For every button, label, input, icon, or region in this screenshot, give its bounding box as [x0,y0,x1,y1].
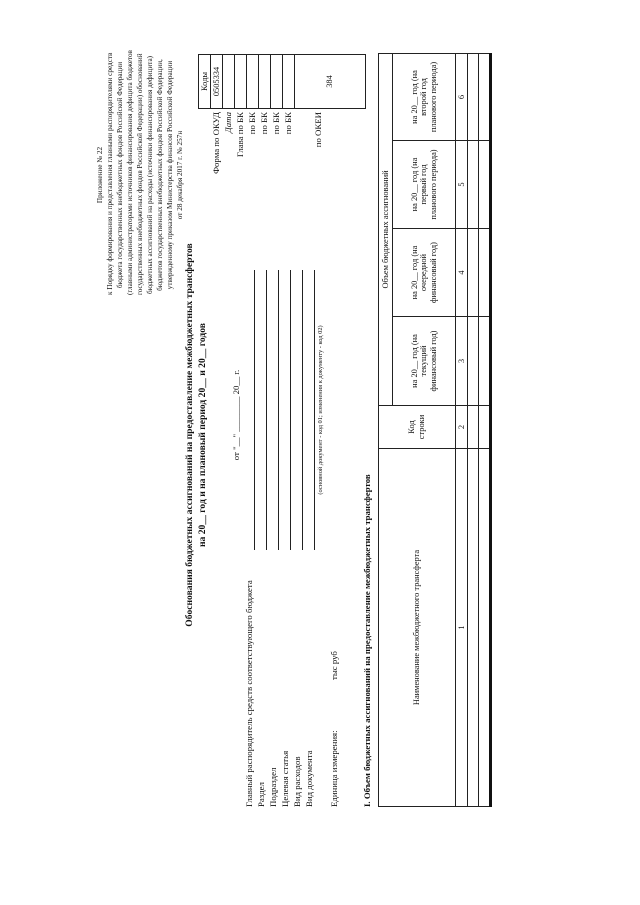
appendix-line: государственных внебюджетных фондов Российской Федерации) обоснований [136,53,144,295]
appendix-line: (главными администраторами источников финансирования дефицита бюджетов [126,50,134,295]
unit-value: тыс руб [329,651,339,680]
col-number: 6 [456,53,468,140]
code-celevaya [271,55,283,109]
section-1-title: I. Объем бюджетных ассигнований на предоставление межбюджетных трансфертов [362,474,372,807]
field-line [266,270,267,550]
doc-type-hint: (основной документ - код 01; изменения к документу - код 02) [317,325,324,495]
codes-header: Коды [199,55,211,109]
field-line [254,270,255,550]
field-line [278,270,279,550]
col-header-code: Код строки [379,406,456,449]
code-date [223,55,235,109]
appendix-line: от 28 декабря 2017 г. № 257н [176,130,184,220]
table-cell [468,229,479,317]
appendix-line: бюджета государственных внебюджетных фондов Российской Федерации [116,61,124,289]
table-cell [479,449,491,807]
col-number: 4 [456,229,468,317]
volume-table [378,53,492,807]
field-line [290,270,291,550]
field-label-razdel: Раздел [256,782,266,807]
document-date: от "__" ________ 20__ г. [231,369,241,461]
table-cell [468,449,479,807]
appendix-line: бюджетов государственных внебюджетных фондов Российской Федерации, [156,59,164,291]
codes-label-okud: Форма по ОКУД [211,112,221,174]
col-header-y3: на 20__ год (на первый год планового периода) [393,141,456,229]
table-cell [468,141,479,229]
col-header-y4: на 20__ год (на второй год планового периода) [393,53,456,140]
col-header-name: Наименование межбюджетного трансферта [379,449,456,807]
field-line [302,270,303,550]
col-number: 1 [456,449,468,807]
table-cell [479,229,491,317]
field-label-celevaya: Целевая статья [280,750,290,807]
field-label-distributor: Главный распорядитель средств соответствующего бюджета [244,580,254,807]
table-cell [468,53,479,140]
table-cell [479,141,491,229]
col-header-y2: на 20__ год (на очередной финансовый год) [393,229,456,317]
codes-label-vid: по БК [283,112,293,135]
code-podrazdel [259,55,271,109]
document-subtitle: на 20__ год и на плановый период 20__ и 20__ годов [197,323,208,547]
codes-label-razdel: по БК [247,112,257,135]
codes-label-glava: Глава по БК [235,112,245,158]
col-number: 5 [456,141,468,229]
code-vid-rashodov [283,55,295,109]
col-header-y1: на 20__ год (на текущий финансовый год) [393,317,456,406]
field-label-vid-rashodov: Вид расходов [292,756,302,807]
col-number: 2 [456,406,468,449]
field-label-vid-doc: Вид документа [304,750,314,807]
codes-label-okei: по ОКЕИ [313,112,323,148]
table-cell [468,406,479,449]
code-okei: 384 [295,55,366,109]
codes-label-podrazdel: по БК [259,112,269,135]
code-razdel [247,55,259,109]
table-cell [479,317,491,406]
code-glava [235,55,247,109]
table-cell [468,317,479,406]
code-okud: 0505334 [211,55,223,109]
field-label-podrazdel: Подраздел [268,767,278,807]
table-cell [479,406,491,449]
appendix-line: Приложение № 22 [96,146,104,204]
codes-label-date: Дата [223,112,233,133]
unit-label: Единица измерения: [329,730,339,807]
table-row [468,53,479,806]
appendix-line: утвержденному приказом Министерства финансов Российской Федерации [166,60,174,290]
field-line [314,270,315,550]
appendix-line: бюджетных ассигнований на расходы (источники финансирования дефицита) [146,55,154,295]
col-number: 3 [456,317,468,406]
codes-table [198,54,366,109]
appendix-line: к Порядку формирования и представления главными распорядителями средств [106,52,114,295]
col-header-group: Объем бюджетных ассигнований [379,53,393,405]
codes-label-celevaya: по БК [271,112,281,135]
table-cell [479,53,491,140]
table-row [479,53,491,806]
document-title: Обоснования бюджетных ассигнований на предоставление межбюджетных трансфертов [184,243,195,627]
